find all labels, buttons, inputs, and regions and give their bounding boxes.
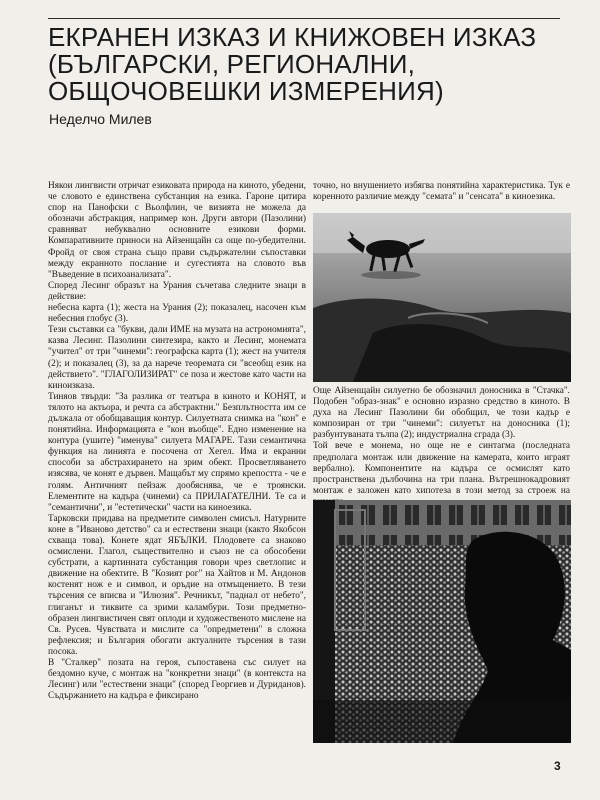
left-column (48, 181, 306, 702)
crowd-photo-graphic (313, 500, 571, 743)
paragraph: небесна карта (1); жеста на Урания (2); показалец, насочен към небесния глобус (3). (48, 303, 306, 325)
paragraph: В "Сталкер" позата на героя, съпоставена със силует на бездомно куче, с монтаж на "конкретни знаци" (в контекста на Лесинг) или "естествени знаци" (според Георгиев и Дуриданов). Съдържанието на кадъра е фиксирано (48, 658, 306, 702)
top-rule (48, 18, 560, 19)
dog-photo-graphic (313, 213, 571, 382)
page-number: 3 (554, 759, 561, 773)
author-byline: Неделчо Милев (49, 111, 152, 127)
paragraph: Тиняов твърди: "За разлика от театъра в киното и КОНЯТ, и тялото на актьора, и речта са абстрактни." Безплътността им се дължала от обобщаващия контур. Силуетната снимка на "кон" е понятийна. Информацията е "кон въобще". Едно изменение на контура (ушите) "именува" силуета МАГАРЕ. Тази семантична функция на линията е посочена от Хегел. Има и екранни способи за абстрахирането на зрим обект. Просветляването изясява, че конят е дървен. Мащабът му спрямо крепостта - че е голям. Античният пейзаж дообяснява, че е троянски. Елементите на кадъра (чинеми) са ПРИЛАГАТЕЛНИ. Те са и "семантични", и "естетически" части на киноезика. (48, 391, 306, 513)
title-line-2: (БЪЛГАРСКИ, РЕГИОНАЛНИ, (48, 49, 416, 79)
paragraph: Той вече е монема, но още не е синтагма (последната предполага монтаж или движение на камерата, които играят вербално). Компонентите на кадъра се осмислят като пространствена дълбочина на три плана. Вътрешнокадровият монтаж е заложен като хипотеза в този метод за строеж на (313, 441, 570, 496)
paragraph: Някои лингвисти отричат езиковата природа на киното, убедени, че словото е единствена субстанция на езика. Гароне цитира спор на Панофски с Вьолфлин, че визията не можела да обозначи абстракция, например кон. Други автори (Пазолини) сравняват небуквално основните езикови форми. Компаративните приноси на Айзенщайн са още по-убедителни. Фройд от своя страна също прави съдържателни съпоставки между екранното послание и сугестията на словото във "Въведение в психоанализата". (48, 181, 306, 280)
title-line-1: ЕКРАНЕН ИЗКАЗ И КНИЖОВЕН ИЗКАЗ (48, 22, 537, 52)
paragraph: Тарковски придава на предметите символен смисъл. Натурните коне в "Иваново детство" са и естествени знаци (както Якобсон схваща това). Конете ядат ЯБЪЛКИ. Плодовете са знаково осмислени. Глагол, съществително и съюз не са обособени субстрати, а картинната субстанция говори чрез светлопис и движение на обектите. В "Козият рог" на Хайтов и М. Андонов костенят нож е и символ, и оръдие на отмъщението. В тези търсения се вписва и "Илюзия". Речникът, "паднал от небето", глиганът и тиквите са зрими каламбури. Този предметно-образен лингвистичен свят оплоди и художественото мислене на Св. Русев. Чувствата и мислите са "опредметени" в сложна рефлексия; и България обогати актуалните търсения в тази посока. (48, 513, 306, 657)
paragraph: Тези съставки са "букви, дали ИМЕ на музата на астрономията", казва Лесинг. Пазолини синтезира, както и Лесинг, монемата "учител" от три "чинеми": географска карта (1); жест на учителя (2); и показалец (3), за да наречe теоремата си "всеобщ език на действието". "ГЛАГОЛИЗИРАТ" се поза и жестове като части на киноизказа. (48, 325, 306, 391)
dog-photo (313, 213, 571, 382)
article-title (48, 24, 568, 105)
title-line-3: ОБЩОЧОВЕШКИ ИЗМЕРЕНИЯ) (48, 76, 444, 106)
crowd-photo (313, 500, 571, 743)
paragraph: Според Лесинг образът на Урания съчетава следните знаци в действие: (48, 280, 306, 302)
right-column-top (313, 181, 570, 203)
right-column-middle (313, 386, 570, 508)
paragraph: точно, но внушението избягва понятийна характеристика. Тук е коренното различие между "семата" и "сенсата" в киноезика. (313, 181, 570, 203)
paragraph: Още Айзенщайн силуетно бе обозначил доносника в "Стачка". Подобен "образ-знак" е основно изразно средство в киното. В духа на Лесинг Пазолини би обобщил, че този кадър е композиран от три "чинеми": силуетът на доносника (1); разбунтуваната тълпа (2); индустриална сграда (3). (313, 386, 570, 441)
